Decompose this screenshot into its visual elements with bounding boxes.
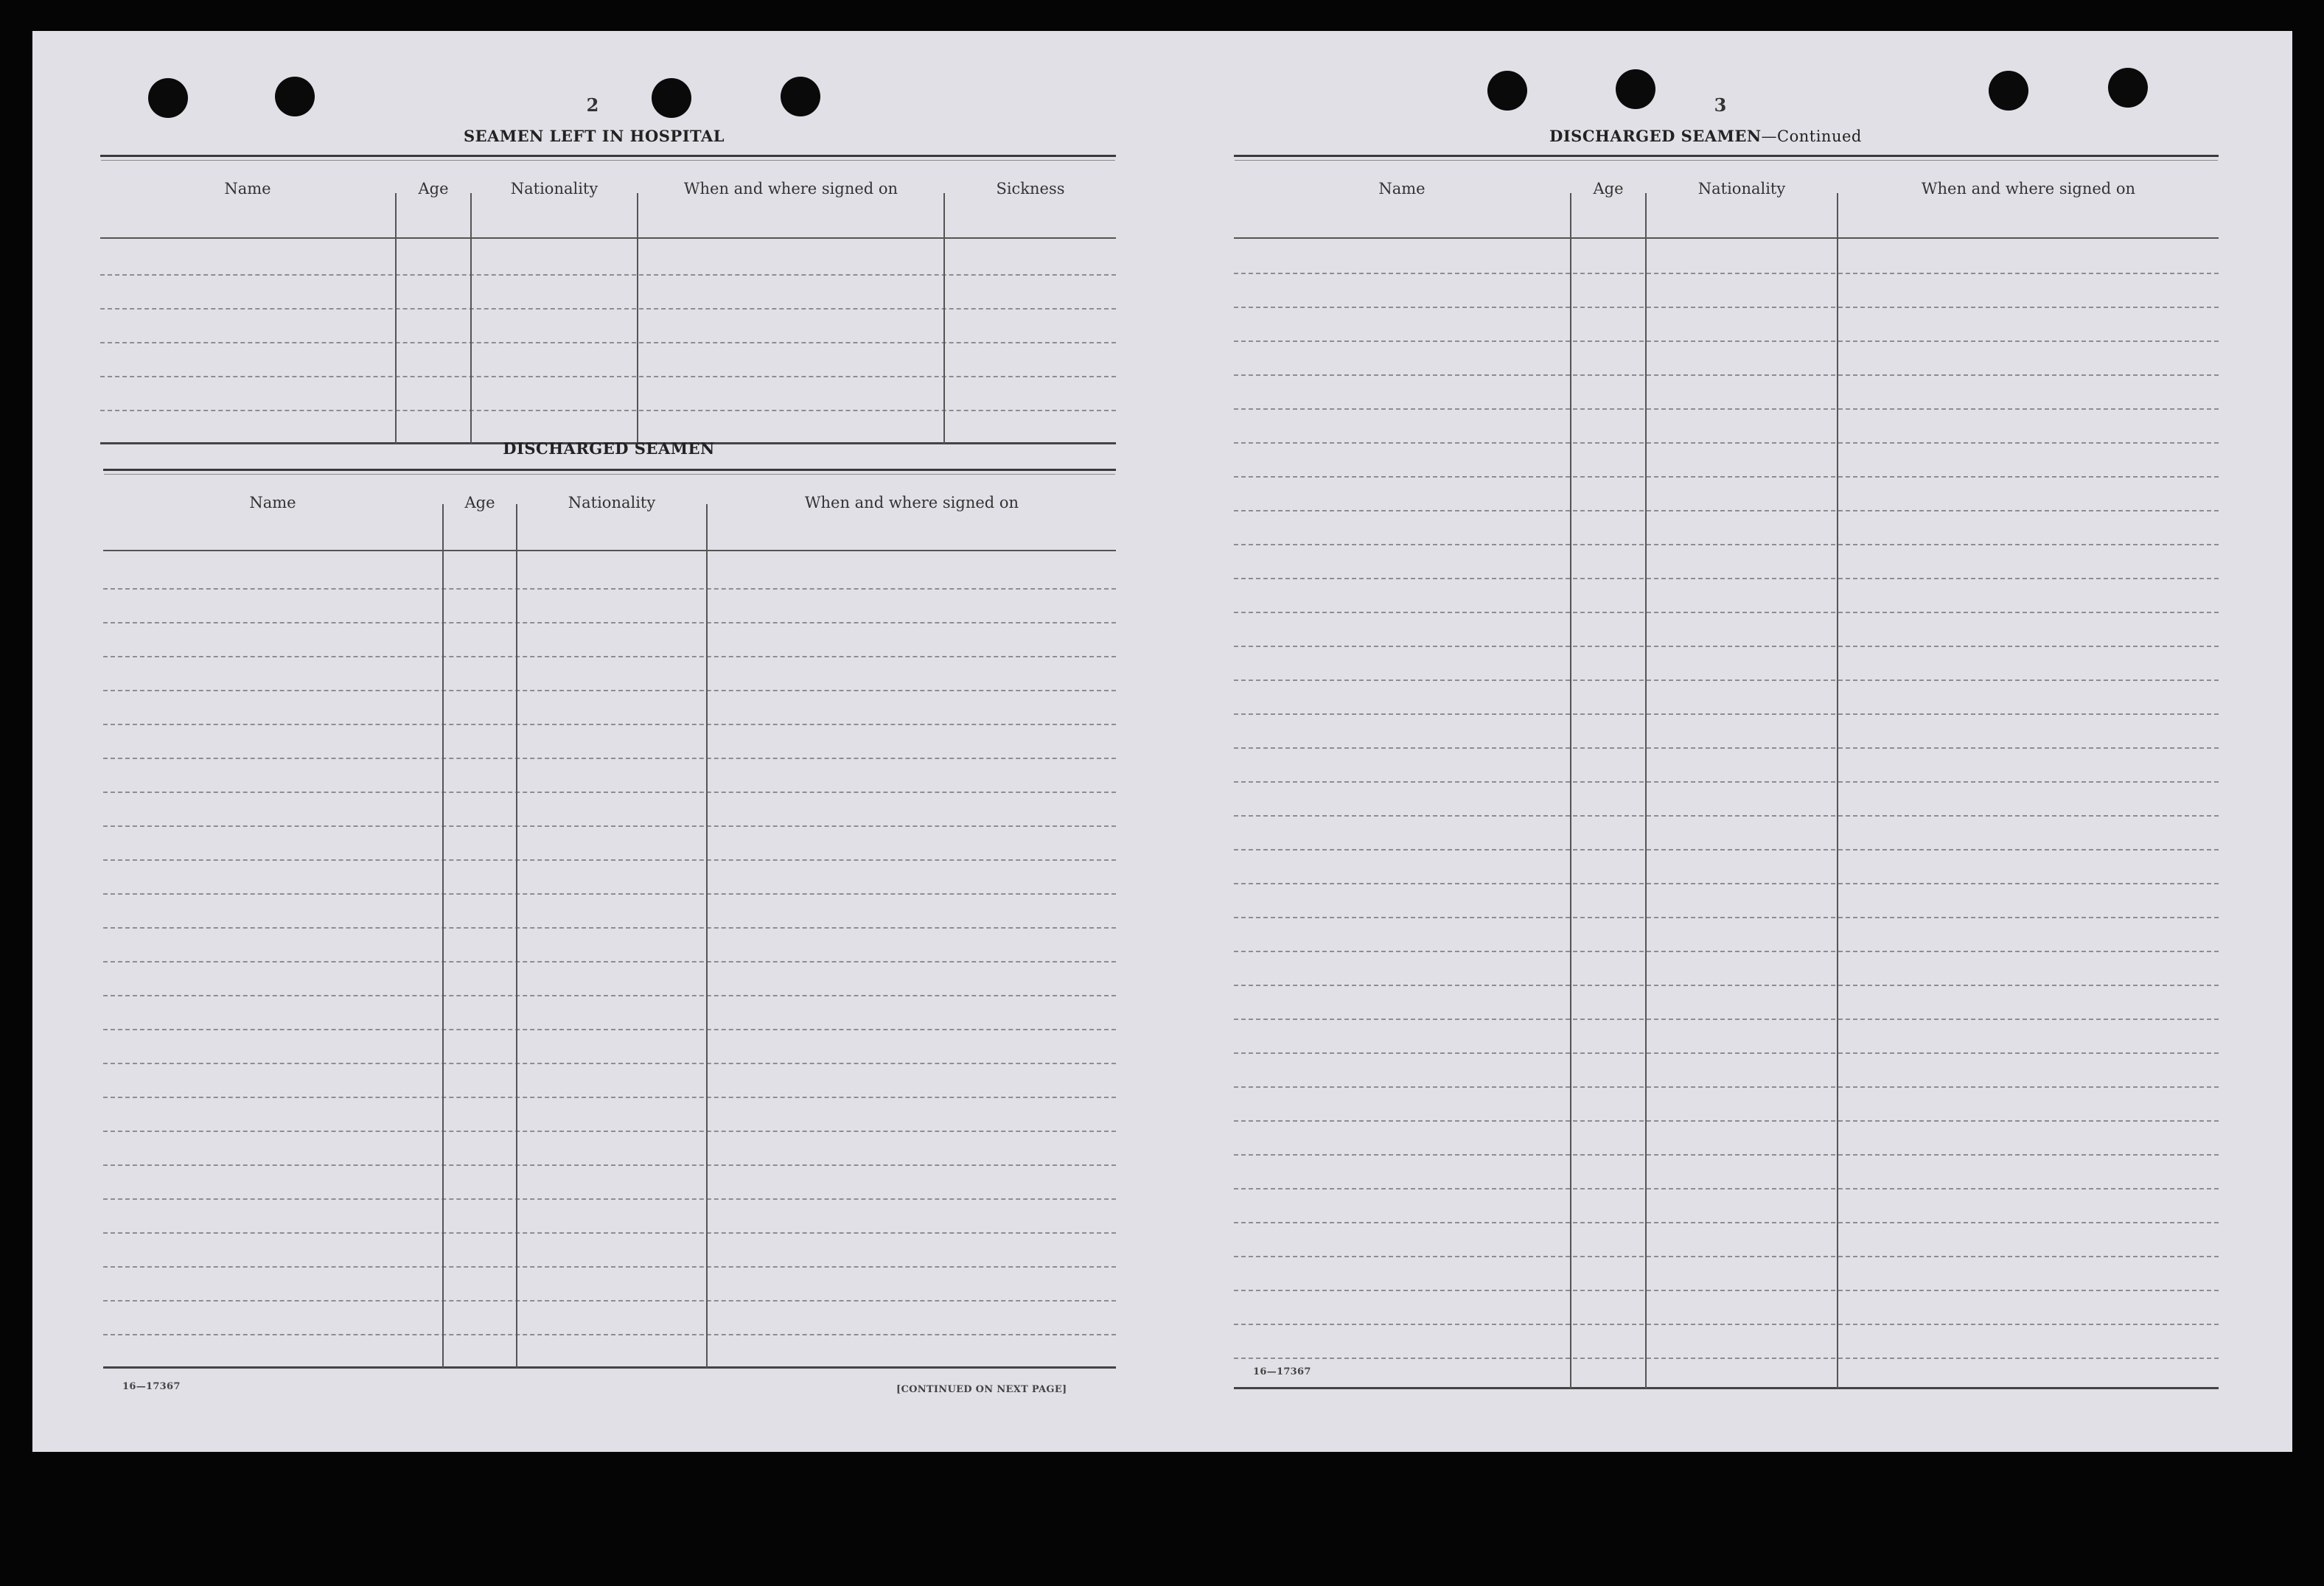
col-header-nationality: Nationality bbox=[568, 494, 656, 511]
col-header-age: Age bbox=[1593, 180, 1624, 198]
col-header-age: Age bbox=[418, 180, 449, 198]
form-number-left: 16—17367 bbox=[122, 1381, 181, 1392]
col-header-nationality: Nationality bbox=[1697, 180, 1786, 198]
punch-hole bbox=[148, 78, 188, 118]
col-header-name: Name bbox=[249, 494, 296, 511]
punch-hole bbox=[1616, 69, 1655, 109]
punch-hole bbox=[275, 77, 315, 116]
discharged-table bbox=[103, 469, 1116, 1375]
punch-hole bbox=[1989, 71, 2028, 111]
punch-hole bbox=[1487, 71, 1527, 111]
col-header-signed-on: When and where signed on bbox=[683, 180, 898, 198]
col-header-name: Name bbox=[224, 180, 271, 198]
title-continued: —Continued bbox=[1761, 127, 1862, 145]
col-header-nationality: Nationality bbox=[510, 180, 599, 198]
discharged-table-title: DISCHARGED SEAMEN bbox=[503, 439, 715, 458]
form-number-right: 16—17367 bbox=[1253, 1366, 1311, 1377]
col-header-age: Age bbox=[464, 494, 495, 511]
discharged-continued-title bbox=[1549, 127, 1862, 145]
punch-hole bbox=[652, 78, 691, 118]
page-number-left: 2 bbox=[586, 94, 599, 116]
col-header-signed-on: When and where signed on bbox=[804, 494, 1019, 511]
punch-hole bbox=[781, 77, 820, 116]
punch-hole bbox=[2108, 68, 2148, 108]
page-number-right: 3 bbox=[1714, 94, 1727, 116]
hospital-table bbox=[100, 155, 1116, 450]
discharged-continued-table bbox=[1234, 155, 2219, 1390]
continued-note: [CONTINUED ON NEXT PAGE] bbox=[896, 1384, 1067, 1395]
title-main: DISCHARGED SEAMEN bbox=[1549, 127, 1762, 145]
col-header-sickness: Sickness bbox=[996, 180, 1065, 198]
document-spread bbox=[32, 31, 2292, 1452]
hospital-table-title: SEAMEN LEFT IN HOSPITAL bbox=[463, 127, 725, 145]
col-header-signed-on: When and where signed on bbox=[1921, 180, 2136, 198]
col-header-name: Name bbox=[1378, 180, 1426, 198]
